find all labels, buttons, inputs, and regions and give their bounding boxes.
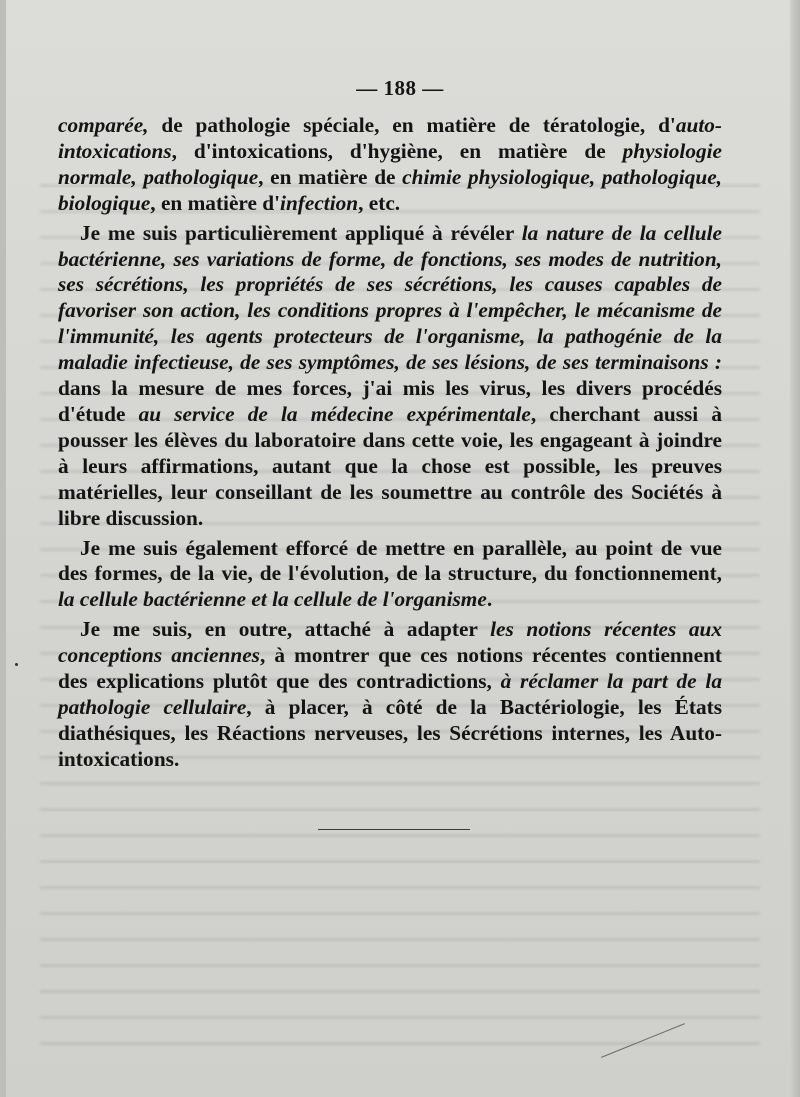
italic-run: au service de la médecine expérimentale bbox=[138, 401, 531, 426]
text-run: de pathologie spéciale, en matière de tératologie, d' bbox=[148, 113, 676, 137]
paragraph-3 bbox=[58, 536, 722, 614]
text-run: , d'intoxications, d'hygiène, en matière de bbox=[171, 138, 623, 163]
page-edge-left bbox=[0, 0, 6, 1097]
section-divider bbox=[318, 829, 470, 830]
body-text bbox=[58, 113, 722, 777]
text-run: Je me suis, en outre, attaché à adapter bbox=[80, 617, 491, 642]
italic-run: à réclamer la part de la pathologie cellulaire bbox=[58, 669, 722, 719]
italic-run: chimie physiologique, pathologique, biologique bbox=[58, 164, 722, 215]
italic-run: les notions récentes aux conceptions anciennes bbox=[58, 617, 722, 668]
text-run: . bbox=[486, 587, 493, 612]
italic-run: physiologie normale, pathologique bbox=[58, 138, 722, 189]
text-run: , à montrer que ces notions récentes contiennent des explications plutôt que des contradictions, bbox=[58, 643, 723, 694]
text-run: , à placer, à côté de la Bactériologie, les États diathésiques, les Réactions nerveuses, les Sécrétions internes, les Auto-intoxications. bbox=[58, 694, 723, 771]
paragraph-4 bbox=[58, 617, 722, 772]
text-run: Je me suis particulièrement appliqué à révéler bbox=[80, 220, 522, 245]
text-run: Je me suis également efforcé de mettre en parallèle, au point de vue des formes, de la vie, de l'évolution, de la structure, du fonctionnement, bbox=[58, 535, 722, 586]
italic-run: auto-intoxications bbox=[58, 113, 722, 163]
italic-run: la nature de la cellule bactérienne, ses variations de forme, de fonctions, ses modes de nutrition, ses sécrétions, les propriétés de ses sécrétions, les causes capables de favoriser son action, les conditions propres à l'empêcher, le mécanisme de l'immunité, les agents protecteurs de l'organisme, la pathogénie de la maladie infectieuse, de ses symptômes, de ses lésions, de ses terminaisons : bbox=[58, 220, 722, 375]
text-run: , etc. bbox=[358, 190, 401, 215]
italic-run: comparée, bbox=[58, 113, 149, 137]
italic-run: infection bbox=[280, 190, 359, 215]
page-number: — 188 — bbox=[356, 76, 444, 100]
paragraph-2 bbox=[58, 221, 722, 532]
margin-speck bbox=[15, 663, 18, 666]
text-run: , cherchant aussi à pousser les élèves du laboratoire dans cette voie, les engageant à joindre à leurs affirmations, autant que la chose est possible, les preuves matérielles, leur conseillant de les soumettre au contrôle des Sociétés à libre discussion. bbox=[58, 401, 722, 530]
italic-run: la cellule bactérienne et la cellule de l'organisme bbox=[58, 587, 487, 612]
text-run: , en matière de bbox=[258, 164, 403, 189]
text-run: dans la mesure de mes forces, j'ai mis les virus, les divers procédés d'étude bbox=[58, 376, 722, 426]
page-edge-right bbox=[790, 0, 800, 1097]
paragraph-1 bbox=[58, 113, 722, 217]
text-run: , en matière d' bbox=[150, 190, 281, 215]
